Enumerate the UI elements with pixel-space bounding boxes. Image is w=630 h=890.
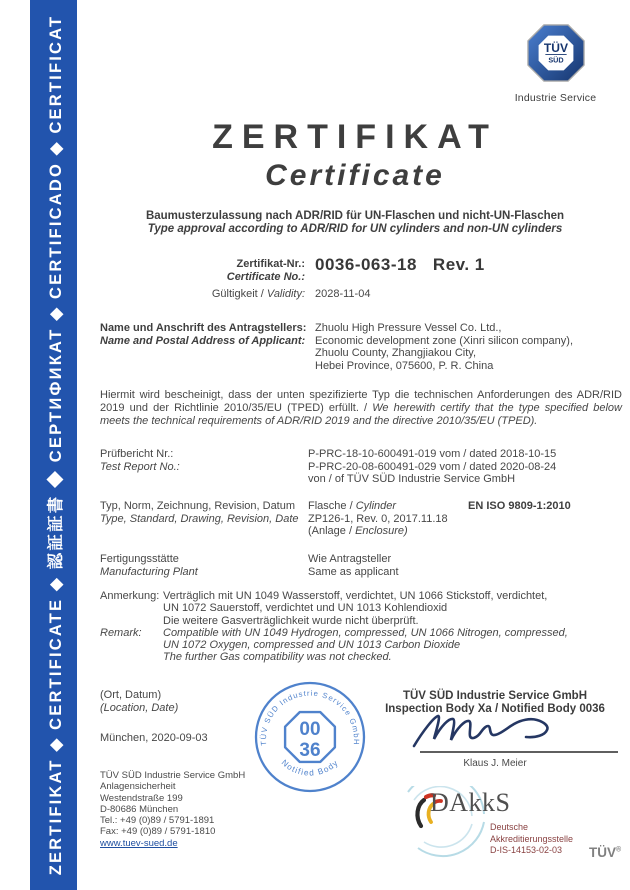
- stamp-bottom-text: Notified Body: [279, 758, 341, 778]
- remark-line: The further Gas compatibility was not checked.: [163, 651, 392, 664]
- applicant-label-de: Name und Anschrift des Antragstellers:: [100, 322, 307, 334]
- type-value2: ZP126-1, Rev. 0, 2017.11.18: [308, 512, 448, 525]
- remark-label-en: Remark:: [100, 627, 142, 639]
- place-date-label: [100, 689, 178, 714]
- subtitle-en: Type approval according to ADR/RID for UN cylinders and non-UN cylinders: [147, 223, 563, 235]
- notified-body-stamp: [252, 679, 368, 795]
- footer-address: [100, 770, 245, 849]
- validity-value: 2028-11-04: [315, 288, 371, 300]
- statement-en: We herewith certify that the type specified below meets the technical requirements of ADR/RID 2019 and the directive 2010/35/EU (TPED).: [100, 402, 622, 427]
- type-label-de: Typ, Norm, Zeichnung, Revision, Datum: [100, 500, 296, 512]
- certification-statement: [100, 389, 622, 428]
- certificate-number: 0036-063-18: [315, 255, 417, 274]
- subtitle-block: [70, 210, 630, 236]
- type-value-line: [308, 525, 463, 538]
- location-date-label: (Location, Date): [100, 701, 179, 714]
- type-values: [308, 500, 463, 538]
- certificate-number-label-de: Zertifikat-Nr.:: [236, 258, 305, 270]
- subtitle-de: Baumusterzulassung nach ADR/RID für UN-Flaschen und nicht-UN-Flaschen: [145, 210, 565, 222]
- validity-label-de: Gültigkeit /: [211, 288, 267, 300]
- footer-line: Tel.: +49 (0)89 / 5791-1891: [100, 815, 215, 827]
- test-report-label: [100, 448, 300, 473]
- certificate-revision: Rev. 1: [432, 255, 485, 274]
- type-value-line: [308, 500, 463, 513]
- certificate-number-value: [315, 255, 485, 275]
- side-strip-vertical-text: ZERTIFIKAT ◆ CERTIFICATE ◆ 認証証書 ◆ СЕРТИФИКАТ ◆ CERTIFICADO ◆ CERTIFICAT: [46, 14, 65, 876]
- remark-line: Compatible with UN 1049 Hydrogen, compressed, UN 1066 Nitrogen, compressed,: [163, 626, 568, 639]
- dakks-line: Deutsche: [490, 822, 529, 832]
- applicant-address: [315, 322, 615, 372]
- remark-line: Die weitere Gasverträglichkeit wurde nicht überprüft.: [163, 614, 419, 627]
- type-value3-en: Enclosure): [355, 525, 408, 537]
- type-label-en: Type, Standard, Drawing, Revision, Date: [100, 512, 299, 525]
- applicant-line: Zhuolu High Pressure Vessel Co. Ltd.,: [315, 322, 502, 334]
- test-report-line: P-PRC-18-10-600491-019 vom / dated 2018-10-15: [308, 448, 557, 460]
- test-report-line: P-PRC-20-08-600491-029 vom / dated 2020-08-24: [308, 460, 557, 473]
- certificate-number-label-en: Certificate No.:: [226, 270, 305, 283]
- remark-line: UN 1072 Oxygen, compressed and UN 1013 Carbon Dioxide: [163, 639, 461, 652]
- dakks-line: Akkreditierungsstelle: [490, 833, 574, 844]
- applicant-label: [100, 322, 312, 347]
- applicant-line: Economic development zone (Xinri silicon company),: [315, 334, 574, 347]
- remark-line: UN 1072 Sauerstoff, verdichtet und UN 1013 Kohlendioxid: [163, 602, 448, 615]
- dakks-logo: [388, 786, 623, 871]
- website-link[interactable]: www.tuev-sued.de: [100, 837, 178, 849]
- plant-label: [100, 553, 305, 578]
- stamp-top-text: TÜV SÜD Industrie Service GmbH: [258, 688, 362, 746]
- test-report-values: [308, 448, 618, 486]
- logo-sud-text: SÜD: [547, 55, 564, 65]
- test-report-line: von / of TÜV SÜD Industrie Service GmbH: [308, 473, 516, 485]
- signature-line: [420, 751, 618, 753]
- dakks-line: D-IS-14153-02-03: [490, 845, 563, 855]
- signatory-name: Klaus J. Meier: [463, 758, 527, 769]
- applicant-line: Zhuolu County, Zhangjiakou City,: [315, 347, 477, 359]
- footer-line: D-80686 München: [100, 803, 179, 815]
- standard-value: EN ISO 9809-1:2010: [468, 500, 571, 512]
- plant-values: [308, 553, 508, 578]
- logo-subtitle: Industrie Service: [514, 92, 597, 104]
- tuv-sud-logo: [498, 24, 613, 104]
- ort-datum-label: (Ort, Datum): [100, 689, 162, 701]
- footer-line: Anlagensicherheit: [100, 781, 176, 793]
- type-value1-en: Cylinder: [355, 500, 397, 512]
- logo-tuv-text: TÜV: [543, 41, 568, 56]
- place-date-value: München, 2020-09-03: [100, 732, 208, 744]
- tuv-registered-mark: [589, 845, 621, 860]
- statement-de: Hiermit wird bescheinigt, dass der unten spezifizierte Typ die technischen Anforderungen des ADR/RID 2019 und der Richtlinie 2010/35/EU (TPED) erfüllt. /: [100, 389, 622, 414]
- plant-label-de: Fertigungsstätte: [100, 553, 179, 565]
- remark-label-de: Anmerkung:: [100, 590, 160, 602]
- title-block: [70, 118, 630, 193]
- tuv-sud-octagon-icon: [527, 24, 585, 82]
- plant-value-en: Same as applicant: [308, 565, 399, 578]
- applicant-line: Hebei Province, 075600, P. R. China: [315, 359, 494, 372]
- footer-line: Westendstraße 199: [100, 792, 183, 804]
- footer-line: Fax: +49 (0)89 / 5791-1810: [100, 826, 216, 838]
- type-value3-de: (Anlage /: [308, 525, 356, 537]
- test-report-label-en: Test Report No.:: [100, 460, 180, 473]
- stamp-number-top: 00: [299, 719, 321, 740]
- dakks-wordmark: DAkkS: [430, 788, 511, 817]
- stamp-number-bottom: 36: [299, 740, 321, 761]
- signature-icon: [408, 711, 584, 751]
- plant-label-en: Manufacturing Plant: [100, 565, 198, 578]
- signatory-body: Inspection Body Xa / Notified Body 0036: [385, 702, 605, 715]
- remark-values: [163, 590, 623, 664]
- remark-line: Verträglich mit UN 1049 Wasserstoff, verdichtet, UN 1066 Stickstoff, verdichtet,: [163, 590, 548, 602]
- page-title-en: Certificate: [265, 159, 445, 192]
- validity-label: [100, 288, 305, 301]
- type-value1-de: Flasche /: [308, 500, 356, 512]
- certificate-number-label: [100, 258, 305, 283]
- type-label: [100, 500, 305, 525]
- validity-label-en: Validity:: [266, 288, 305, 300]
- page-title-de: ZERTIFIKAT: [212, 118, 498, 156]
- registered-symbol: ®: [616, 846, 622, 854]
- footer-line: TÜV SÜD Industrie Service GmbH: [100, 770, 246, 781]
- applicant-label-en: Name and Postal Address of Applicant:: [100, 334, 306, 347]
- signatory-org-name: TÜV SÜD Industrie Service GmbH: [402, 690, 588, 702]
- test-report-label-de: Prüfbericht Nr.:: [100, 448, 174, 460]
- dakks-details: [490, 822, 573, 857]
- tuv-mark-text: TÜV: [589, 845, 616, 860]
- plant-value-de: Wie Antragsteller: [308, 553, 392, 565]
